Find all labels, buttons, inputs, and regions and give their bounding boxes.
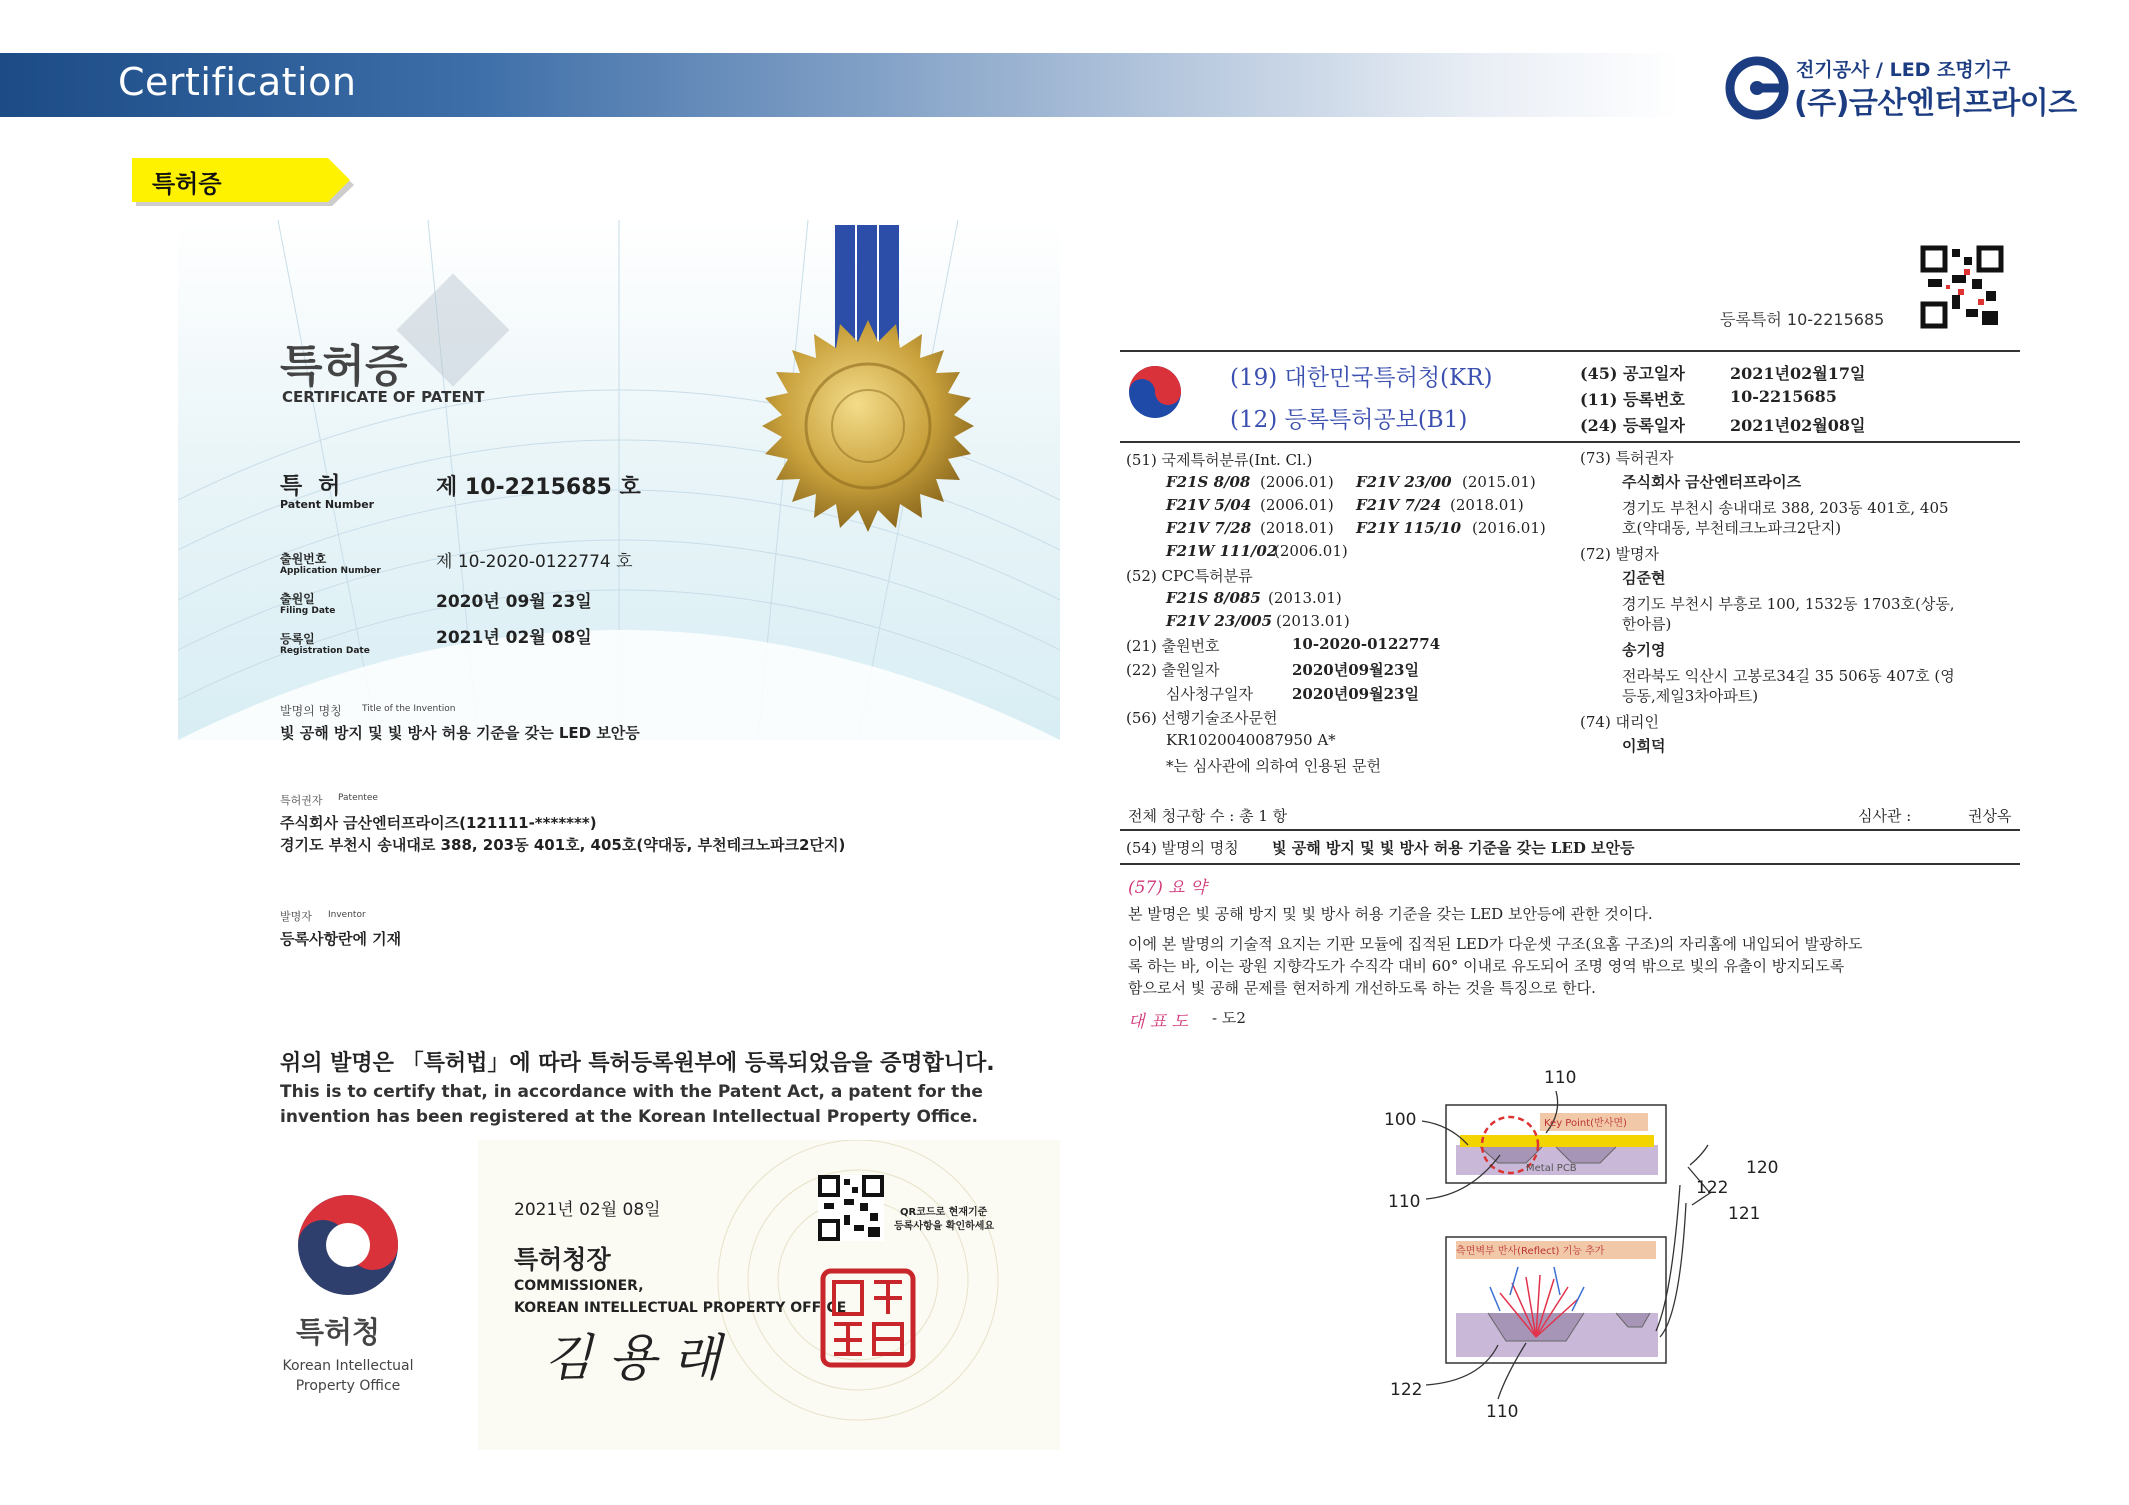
abstract-line-2: 이에 본 발명의 기술적 요지는 기판 모듈에 집적된 LED가 다운셋 구조(요홈 구조)의 자리홈에 내입되어 발광하도 (1128, 935, 1863, 953)
ipc-a-2: F21V 7/28 (1166, 519, 1252, 537)
fig-label-120: 120 (1746, 1158, 1779, 1178)
inventor-label: (72) 발명자 (1580, 545, 1660, 563)
patent-number: 제 10-2215685 호 (436, 475, 641, 500)
cpc-a-0: F21S 8/085 (1166, 589, 1261, 607)
kipo-name-en-1: Korean Intellectual (282, 1358, 414, 1374)
gazette-pub-type: (12) 등록특허공보(B1) (1230, 407, 1468, 433)
representative-figure (1350, 1055, 1810, 1435)
invention-title: 빛 공해 방지 및 빛 방사 허용 기준을 갖는 LED 보안등 (280, 724, 640, 742)
abstract-line-1: 본 발명은 빛 공해 방지 및 빛 방사 허용 기준을 갖는 LED 보안등에 관한 것이다. (1128, 905, 1653, 923)
inventor-2: 송기영 (1622, 641, 1666, 659)
fig-label-100: 100 (1384, 1110, 1417, 1130)
gazette-top-reg: 등록특허 10-2215685 (1720, 310, 1885, 329)
ipc-b-1: F21V 7/24 (1356, 496, 1442, 514)
inventor-label: 발명자 (280, 910, 312, 923)
ipc-b-2: F21Y 115/10 (1356, 519, 1462, 537)
prior-label: (56) 선행기술조사문헌 (1126, 709, 1278, 727)
rep-drawing-label: 대 표 도 (1128, 1012, 1189, 1032)
gazette-rule-top (1120, 350, 2020, 352)
cpc-label: (52) CPC특허분류 (1126, 567, 1253, 585)
patentee-label: 특허권자 (280, 794, 323, 807)
page-title: Certification (118, 60, 357, 104)
cpc-ad-0: (2013.01) (1268, 589, 1342, 607)
meta-code-1: (11) 등록번호 (1580, 390, 1685, 409)
certify-statement: 위의 발명은 「특허법」에 따라 특허등록원부에 등록되었음을 증명합니다. (280, 1051, 995, 1076)
patent-label-en: Patent Number (280, 498, 375, 511)
abstract-label: (57) 요 약 (1128, 878, 1207, 898)
section-tag-label: 특허증 (152, 170, 222, 198)
qr-note-1: QR코드로 현재기준 (900, 1207, 988, 1218)
gazette-rule-4 (1120, 863, 2020, 865)
meta-value-1: 10-2215685 (1730, 387, 1837, 406)
certificate-lower-pattern (478, 1140, 1060, 1450)
commissioner-en-1: COMMISSIONER, (514, 1278, 644, 1294)
registration-label: 등록일 (280, 632, 315, 646)
kipo-emblem-icon (293, 1190, 403, 1300)
certificate-qr-icon (818, 1175, 884, 1241)
certificate-title-en: CERTIFICATE OF PATENT (282, 388, 485, 406)
registration-date: 2021년 02월 08일 (436, 628, 592, 648)
examiner: 권상옥 (1968, 807, 2012, 825)
meta-value-0: 2021년02월17일 (1730, 364, 1866, 383)
ipc-ad-1: (2006.01) (1260, 496, 1334, 514)
prior-note: *는 심사관에 의하여 인용된 문헌 (1166, 757, 1381, 775)
agent-label: (74) 대리인 (1580, 713, 1660, 731)
certify-statement-en-1: This is to certify that, in accordance with the Patent Act, a patent for the (280, 1082, 983, 1102)
commissioner-en-2: KOREAN INTELLECTUAL PROPERTY OFFICE (514, 1300, 847, 1316)
application-label-en: Application Number (280, 566, 381, 576)
patentee-label: (73) 특허권자 (1580, 449, 1674, 467)
logo-company-name: (주)금산엔터프라이즈 (1794, 86, 2077, 121)
exam-date-label: 심사청구일자 (1166, 685, 1253, 703)
patentee-label-en: Patentee (338, 793, 378, 803)
ipc-a-1: F21V 5/04 (1166, 496, 1252, 514)
gold-seal-icon (762, 320, 974, 532)
inventor-1: 김준현 (1622, 569, 1666, 587)
exam-date: 2020년09월23일 (1292, 685, 1419, 703)
kipo-name-en-2: Property Office (295, 1378, 401, 1394)
claims-count: 전체 청구항 수 : 총 1 항 (1128, 807, 1288, 825)
abstract-line-3: 록 하는 바, 이는 광원 지향각도가 수직각 대비 60° 이내로 유도되어 조명 영역 밖으로 빛의 유출이 방지되도록 (1128, 957, 1845, 975)
title-label: (54) 발명의 명칭 (1126, 839, 1239, 857)
meta-code-0: (45) 공고일자 (1580, 364, 1685, 383)
fig-label-110-bottom: 110 (1486, 1402, 1519, 1422)
logo-tagline: 전기공사 / LED 조명기구 (1796, 59, 2011, 81)
official-seal-icon (820, 1268, 916, 1368)
fig-label-110-left: 110 (1388, 1192, 1421, 1212)
filing-label-en: Filing Date (280, 606, 336, 616)
inventor-label-en: Inventor (328, 910, 366, 920)
inventor-value: 등록사항란에 기재 (280, 930, 402, 948)
ipc-b-0: F21V 23/00 (1356, 473, 1452, 491)
app-date: 2020년09월23일 (1292, 661, 1419, 679)
qr-note-2: 등록사항을 확인하세요 (894, 1221, 995, 1232)
patentee-name: 주식회사 금산엔터프라이즈(121111-*******) (280, 814, 597, 832)
ipc-bd-2: (2016.01) (1472, 519, 1546, 537)
gazette-patentee-addr-1: 경기도 부천시 송내대로 388, 203동 401호, 405 (1622, 499, 1949, 517)
ipc-bd-0: (2015.01) (1462, 473, 1536, 491)
gazette-patentee-addr-2: 호(약대동, 부천테크노파크2단지) (1622, 519, 1842, 537)
patent-label: 특 허 (280, 473, 345, 499)
registration-label-en: Registration Date (280, 646, 370, 656)
app-date-label: (22) 출원일자 (1126, 661, 1220, 679)
inventor-1-addr-1: 경기도 부천시 부흥로 100, 1532동 1703호(상동, (1622, 595, 1955, 613)
inventor-1-addr-2: 한아름) (1622, 615, 1672, 633)
gazette-rule-2 (1120, 441, 2020, 443)
rep-drawing-value: - 도2 (1212, 1009, 1246, 1027)
ipc-a-0: F21S 8/08 (1166, 473, 1251, 491)
ipc-ad-2: (2018.01) (1260, 519, 1334, 537)
cpc-a-1: F21V 23/005 (1166, 612, 1273, 630)
issue-date: 2021년 02월 08일 (514, 1200, 661, 1220)
meta-code-2: (24) 등록일자 (1580, 416, 1685, 435)
invention-label: 발명의 명칭 (280, 704, 342, 718)
gazette-office: (19) 대한민국특허청(KR) (1230, 365, 1493, 391)
commissioner-title: 특허청장 (514, 1245, 611, 1274)
agent: 이희덕 (1622, 737, 1666, 755)
cpc-ad-1: (2013.01) (1276, 612, 1350, 630)
application-label: 출원번호 (280, 552, 327, 566)
filing-date: 2020년 09월 23일 (436, 592, 592, 612)
fig-label-122-bottom: 122 (1390, 1380, 1423, 1400)
kr-emblem-icon (1128, 365, 1182, 419)
gazette-rule-3 (1120, 829, 2020, 831)
fig-reflect-label: 측면벽부 반사(Reflect) 기능 추가 (1456, 1246, 1605, 1257)
meta-value-2: 2021년02월08일 (1730, 416, 1866, 435)
fig-label-110-top: 110 (1544, 1068, 1577, 1088)
fig-label-121: 121 (1728, 1204, 1761, 1224)
ipc-ad-3: (2006.01) (1274, 542, 1348, 560)
certify-statement-en-2: invention has been registered at the Korean Intellectual Property Office. (280, 1107, 978, 1127)
inventor-2-addr-2: 등동,제일3차아파트) (1622, 687, 1759, 705)
prior-doc: KR1020040087950 A* (1166, 731, 1336, 749)
patentee-address: 경기도 부천시 송내대로 388, 203동 401호, 405호(약대동, 부천테크노파크2단지) (280, 836, 846, 854)
patent-certificate (178, 220, 1060, 1450)
certificate-title: 특허증 (280, 341, 408, 392)
app-no-label: (21) 출원번호 (1126, 637, 1220, 655)
fig-metal-pcb-label: Metal PCB (1526, 1163, 1577, 1174)
examiner-label: 심사관 : (1858, 807, 1912, 825)
app-no: 10-2020-0122774 (1292, 635, 1441, 653)
ipc-a-3: F21W 111/02 (1166, 542, 1278, 560)
invention-label-en: Title of the Invention (362, 704, 456, 714)
inventor-2-addr-1: 전라북도 익산시 고봉로34길 35 506동 407호 (영 (1622, 667, 1955, 685)
gazette-qr-icon (1920, 245, 2004, 329)
fig-keypoint-label: Key Point(반사면) (1544, 1118, 1627, 1129)
filing-label: 출원일 (280, 592, 315, 606)
gazette-title: 빛 공해 방지 및 빛 방사 허용 기준을 갖는 LED 보안등 (1272, 839, 1635, 857)
ipc-bd-1: (2018.01) (1450, 496, 1524, 514)
fig-label-122-right: 122 (1696, 1178, 1729, 1198)
ipc-ad-0: (2006.01) (1260, 473, 1334, 491)
patent-gazette (1120, 235, 2040, 1065)
application-number: 제 10-2020-0122774 호 (436, 552, 633, 572)
gazette-patentee: 주식회사 금산엔터프라이즈 (1622, 473, 1802, 491)
abstract-line-4: 함으로서 빛 공해 문제를 현저하게 개선하도록 하는 것을 특징으로 한다. (1128, 979, 1596, 997)
kipo-name: 특허청 (296, 1315, 381, 1349)
commissioner-signature: 김 용 래 (544, 1329, 721, 1387)
ipc-label: (51) 국제특허분류(Int. Cl.) (1126, 451, 1313, 469)
